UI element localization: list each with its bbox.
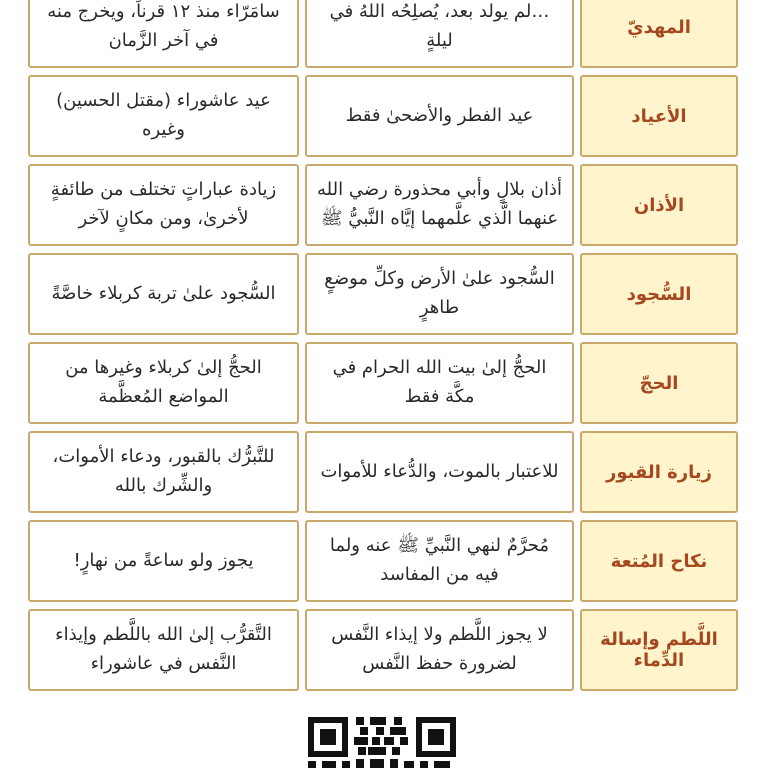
sunni-cell (305, 253, 574, 335)
table-row-adhan (28, 164, 738, 246)
shia-cell (28, 520, 299, 602)
topic-cell (580, 609, 738, 691)
sunni-text: …لم يولد بعد، يُصلِحُه اللهُ في ليلةٍ (329, 1, 550, 51)
sunni-text: أذان بلالٍ وأبي محذورة رضي الله عنهما الَّذي علَّمهما إيَّاه النَّبيُّ ﷺ (317, 179, 562, 229)
table-row-hajj (28, 342, 738, 424)
table-row-eids (28, 75, 738, 157)
sunni-text: الحجُّ إلىٰ بيت الله الحرام في مكَّة فقط (332, 357, 547, 407)
sunni-cell (305, 75, 574, 157)
shia-cell (28, 253, 299, 335)
topic-label: المهديّ (627, 16, 691, 38)
topic-label: السُّجود (626, 283, 692, 305)
sunni-cell (305, 0, 574, 68)
topic-cell (580, 0, 738, 68)
topic-label: الأعياد (631, 105, 687, 127)
shia-text: السُّجود علىٰ تربة كربلاء خاصَّةً (51, 282, 276, 304)
topic-cell (580, 75, 738, 157)
sunni-cell (305, 342, 574, 424)
topic-cell (580, 431, 738, 513)
table-row-latm (28, 609, 738, 691)
shia-text: يجوز ولو ساعةً من نهارٍ! (73, 549, 254, 571)
shia-cell (28, 342, 299, 424)
sunni-text: لا يجوز اللَّطم ولا إيذاء النَّفس لضرورة حفظ النَّفس (331, 624, 548, 674)
table-row-mahdi (28, 0, 738, 68)
topic-label: الأذان (633, 194, 685, 216)
sunni-text: مُحرَّمٌ لنهي النَّبيِّ ﷺ عنه ولما فيه من المفاسد (329, 535, 550, 585)
topic-label: زيارة القبور (605, 461, 712, 483)
shia-text: للتَّبرُّك بالقبور، ودعاء الأموات، والشِّرك بالله (52, 446, 275, 496)
shia-cell (28, 0, 299, 68)
table-row-mutah (28, 520, 738, 602)
sunni-text: عيد الفطر والأضحىٰ فقط (345, 104, 534, 126)
shia-text: زيادة عباراتٍ تختلف من طائفةٍ لأخرىٰ، ومن مكانٍ لآخر (50, 179, 277, 229)
sunni-cell (305, 164, 574, 246)
shia-cell (28, 164, 299, 246)
shia-cell (28, 75, 299, 157)
qr-code-icon[interactable] (306, 713, 458, 768)
topic-label: الحجّ (639, 372, 679, 394)
sunni-cell (305, 609, 574, 691)
shia-text: الحجُّ إلىٰ كربلاء وغيرها من المواضع المُعظَّمة (65, 357, 262, 407)
sunni-text: السُّجود علىٰ الأرض وكلِّ موضعٍ طاهرٍ (324, 268, 555, 318)
topic-label: اللَّطم وإسالة الدِّماء (600, 629, 718, 671)
sunni-text: للاعتبار بالموت، والدُّعاء للأموات (320, 460, 559, 482)
table-row-grave-visiting (28, 431, 738, 513)
topic-cell (580, 253, 738, 335)
shia-cell (28, 431, 299, 513)
shia-text: التَّقرُّب إلىٰ الله باللَّطم وإيذاء النَّفس في عاشوراء (55, 624, 272, 674)
topic-cell (580, 342, 738, 424)
shia-cell (28, 609, 299, 691)
shia-text: سامَرّاء منذ ١٢ قرناً، ويخرج منه في آخر الزَّمان (47, 1, 280, 51)
topic-label: نكاح المُتعة (610, 550, 708, 572)
table-row-sujud (28, 253, 738, 335)
topic-cell (580, 164, 738, 246)
sunni-cell (305, 431, 574, 513)
sunni-cell (305, 520, 574, 602)
shia-text: عيد عاشوراء (مقتل الحسين) وغيره (56, 90, 271, 140)
comparison-table (28, 0, 738, 695)
topic-cell (580, 520, 738, 602)
